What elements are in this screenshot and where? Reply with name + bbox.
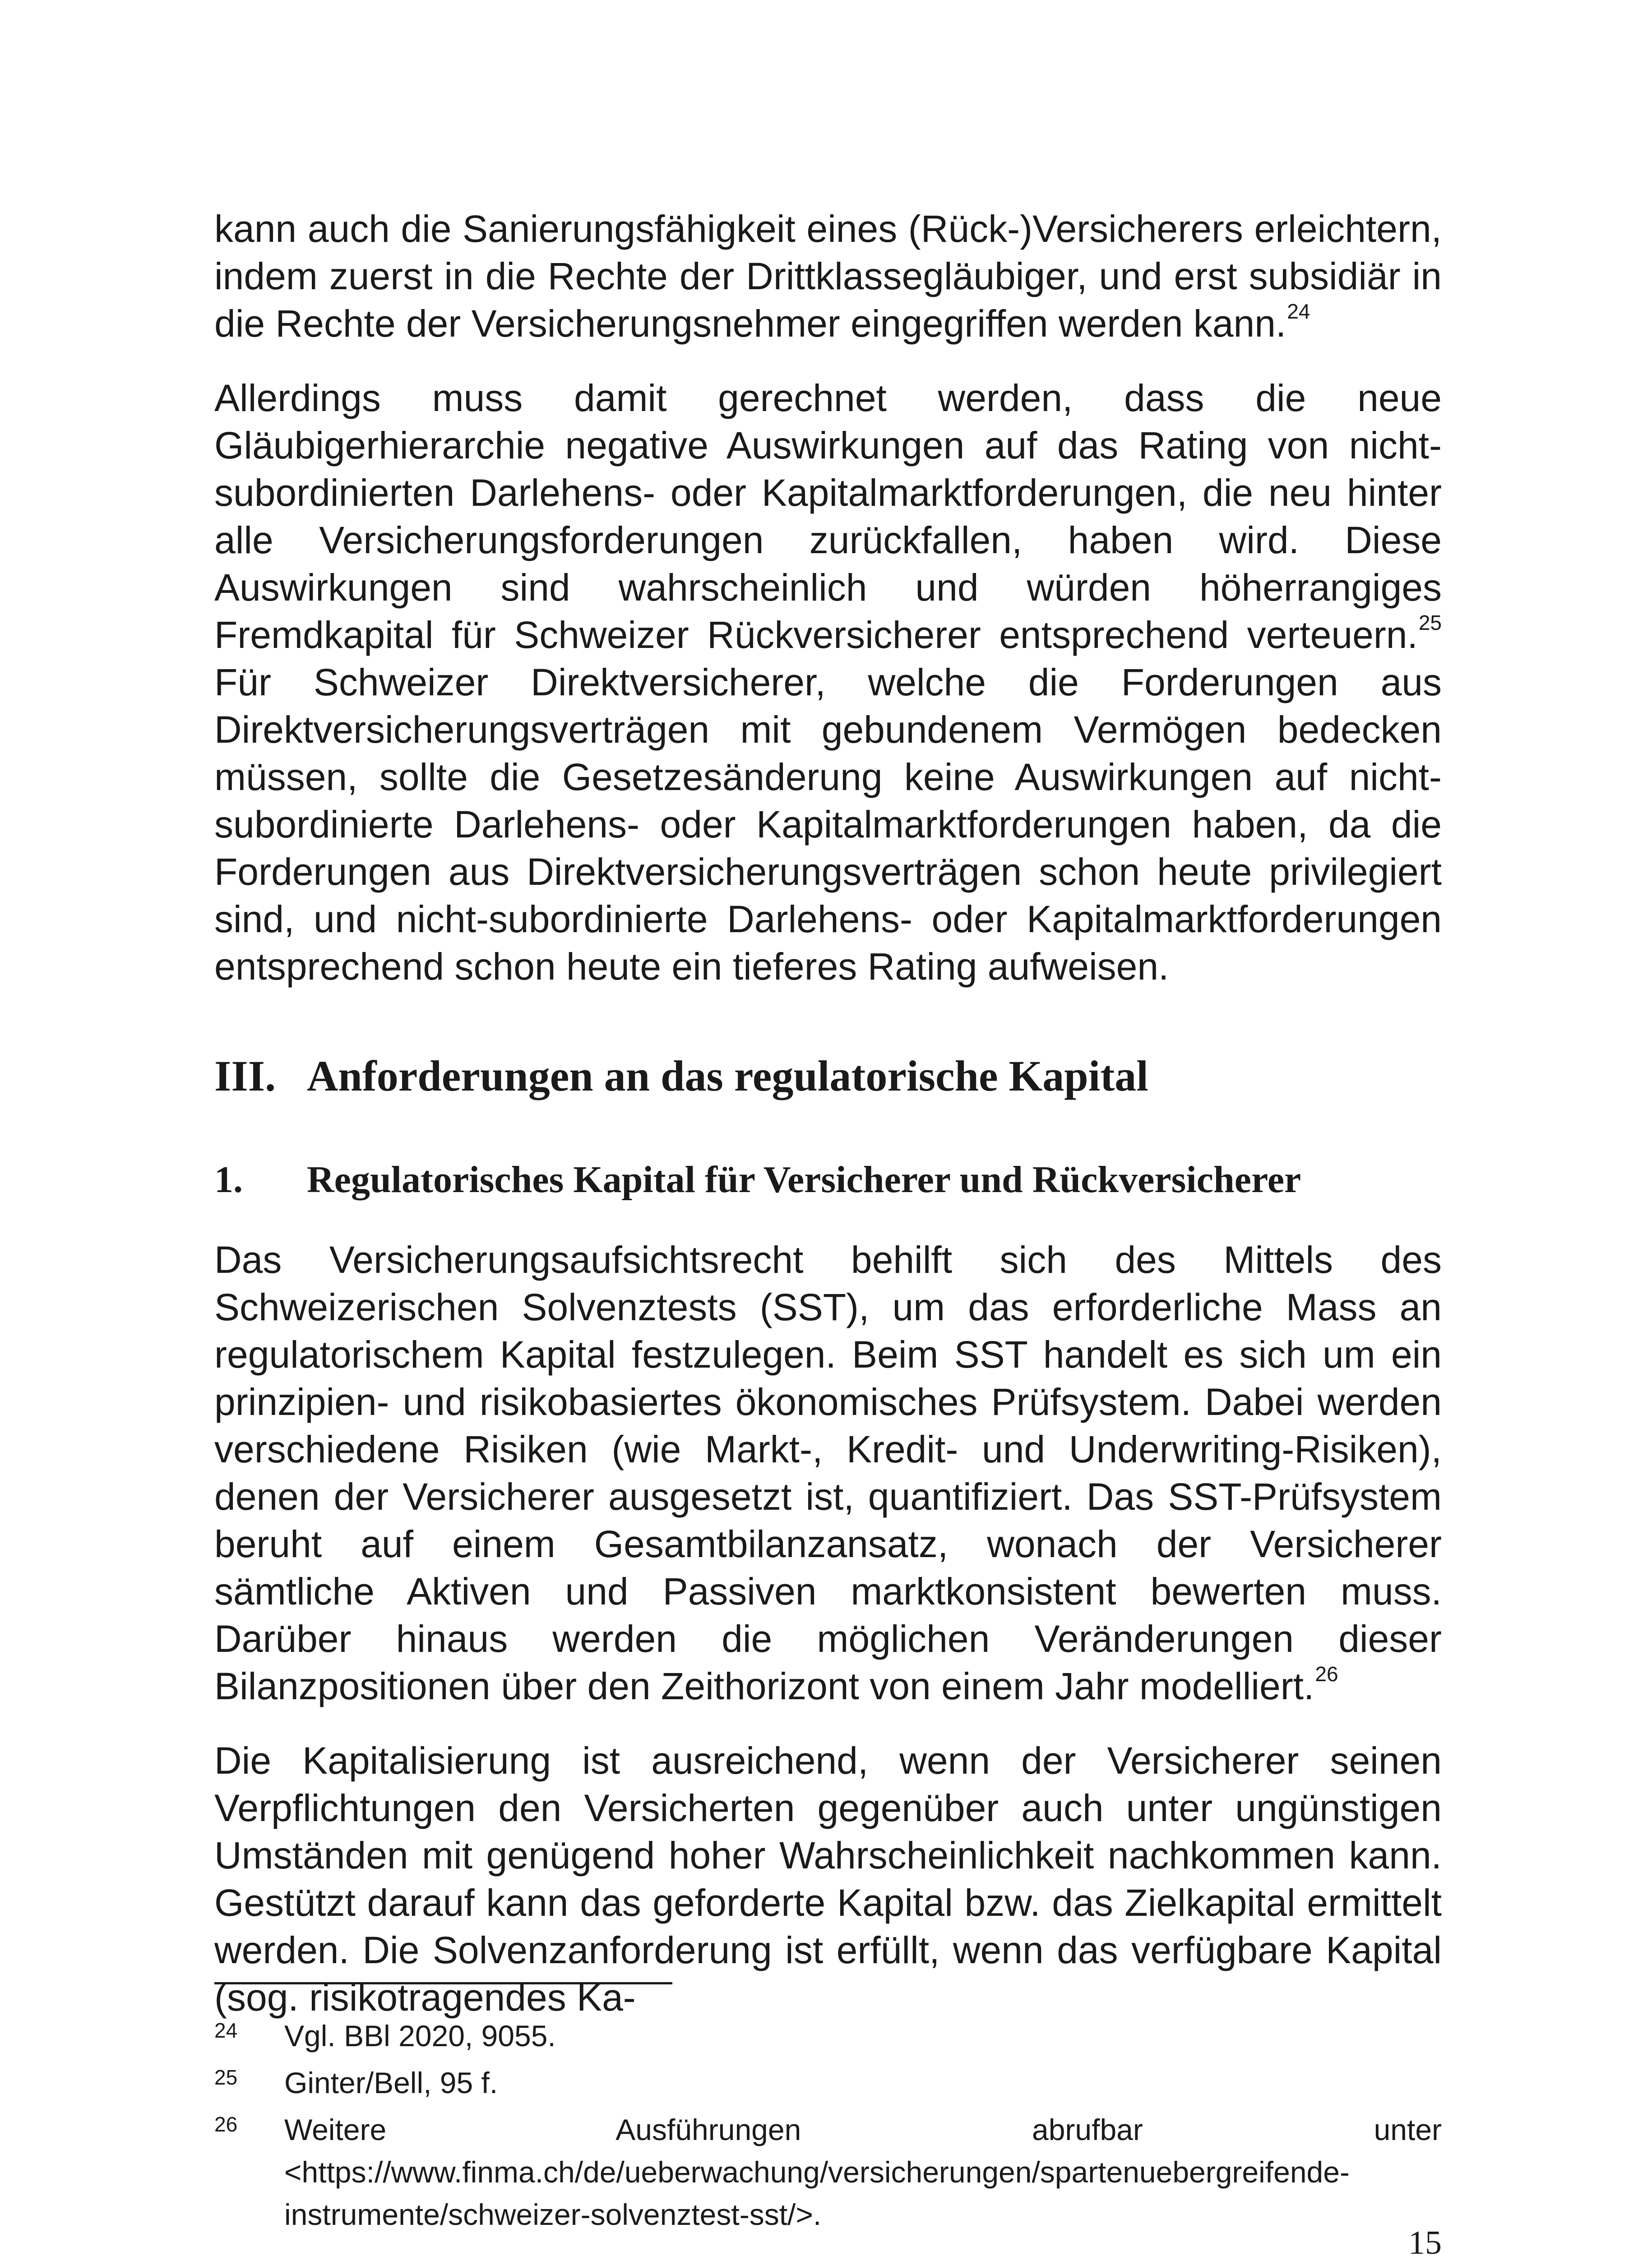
footnote-text: Vgl. BBl 2020, 9055.: [284, 2019, 556, 2053]
body-paragraph-1: [214, 205, 1442, 347]
paragraph-text: Die Kapitalisierung ist ausreichend, wenn der Versicherer seinen Verpflichtungen den Versicherten gegenüber auch unter ungünstigen Umständen mit genügend hoher Wahrscheinlichkeit nachkommen kann. Gestützt darauf kann das geforderte Kapital bzw. das Zielkapital ermittelt werden. Die Solvenzanforderung ist erfüllt, wenn das verfügbare Kapital (sog. risikotragendes Ka-: [214, 1739, 1442, 2019]
section-number: III.: [214, 1052, 276, 1100]
footnote-reference-24[interactable]: 24: [1287, 300, 1310, 323]
footnote-text-link[interactable]: Weitere Ausführungen abrufbar unter <https://www.finma.ch/de/ueberwachung/versicherungen/spartenuebergreifende-instrumente/schweizer-solvenztest-sst/>.: [284, 2113, 1442, 2231]
paragraph-text: Das Versicherungsaufsichtsrecht behilft sich des Mittels des Schweizerischen Solvenztests (SST), um das erforderliche Mass an regulatorischem Kapital festzulegen. Beim SST handelt es sich um ein prinzipien- und risikobasiertes ökonomisches Prüfsystem. Dabei werden verschiedene Risiken (wie Markt-, Kredit- und Underwriting-Risiken), denen der Versicherer ausgesetzt ist, quantifiziert. Das SST-Prüfsystem beruht auf einem Gesamtbilanzansatz, wonach der Versicherer sämtliche Aktiven und Passiven marktkonsistent bewerten muss. Darüber hinaus werden die möglichen Veränderungen dieser Bilanzpositionen über den Zeithorizont von einem Jahr modelliert.: [214, 1239, 1442, 1707]
subsection-number: 1.: [214, 1159, 243, 1201]
section-heading: [214, 1049, 1442, 1103]
body-paragraph-2: [214, 374, 1442, 990]
paragraph-text-continued: Für Schweizer Direktversicherer, welche die Forderungen aus Direktversicherungsverträgen mit gebundenem Vermögen bedecken müssen, sollte die Gesetzesänderung keine Auswirkungen auf nicht-subordinierte Darlehens- oder Kapitalmarktforderungen haben, da die Forderungen aus Direktversicherungsverträgen schon heute privilegiert sind, und nicht-subordinierte Darlehens- oder Kapitalmarktforderungen entsprechend schon heute ein tieferes Rating aufweisen.: [214, 661, 1442, 988]
footnote-separator: [214, 1982, 672, 1984]
footnote-text: Ginter/Bell, 95 f.: [284, 2066, 498, 2099]
section-title: Anforderungen an das regulatorische Kapital: [307, 1052, 1148, 1100]
paragraph-text: Allerdings muss damit gerechnet werden, dass die neue Gläubigerhierarchie negative Auswirkungen auf das Rating von nicht-subordinierten Darlehens- oder Kapitalmarktforderungen, die neu hinter alle Versicherungsforderungen zurückfallen, haben wird. Diese Auswirkungen sind wahrscheinlich und würden höherrangiges Fremdkapital für Schweizer Rückversicherer entsprechend verteuern.: [214, 377, 1442, 656]
footnotes: [214, 2015, 1442, 2240]
footnote-26: [214, 2108, 1442, 2236]
page-number: 15: [1408, 2224, 1442, 2256]
subsection-heading: [214, 1155, 1442, 1205]
footnote-number: 24: [214, 2019, 238, 2042]
footnote-number: 26: [214, 2113, 238, 2136]
footnote-reference-26[interactable]: 26: [1315, 1662, 1338, 1686]
footnote-25: [214, 2062, 1442, 2104]
body-paragraph-3: [214, 1236, 1442, 1710]
footnote-number: 25: [214, 2066, 238, 2089]
page-body: [214, 205, 1442, 2021]
subsection-title: Regulatorisches Kapital für Versicherer und Rückversicherer: [307, 1159, 1301, 1201]
footnote-reference-25[interactable]: 25: [1418, 611, 1442, 634]
body-paragraph-4: [214, 1737, 1442, 2021]
footnote-24: [214, 2015, 1442, 2057]
paragraph-text: kann auch die Sanierungsfähigkeit eines (Rück-)Versicherers erleichtern, indem zuerst in die Rechte der Drittklassegläubiger, und erst subsidiär in die Rechte der Versicherungsnehmer eingegriffen werden kann.: [214, 208, 1442, 345]
